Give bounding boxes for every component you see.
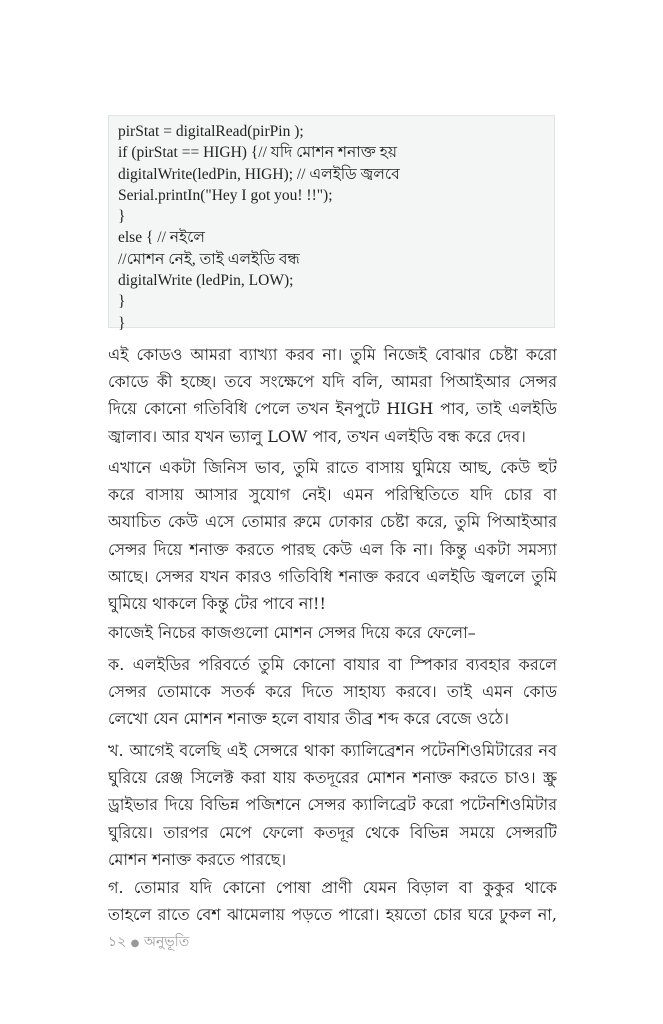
bullet-separator: ●	[130, 938, 140, 949]
text-line: সেন্সর তোমাকে সতর্ক করে দিতে সাহায্য করবে। তাই এমন কোড	[108, 682, 557, 702]
text-line: মোশন শনাক্ত করতে পারছে।	[108, 849, 287, 869]
code-line: }	[118, 293, 126, 311]
text-line: অযাচিত কেউ এসে তোমার রুমে ঢোকার চেষ্টা করে, তুমি পিআইআর	[108, 512, 557, 532]
code-line: pirStat = digitalRead(pirPin );	[118, 123, 304, 140]
text-line: জ্বালাব। আর যখন ভ্যালু LOW পাব, তখন এলইডি বন্ধ করে দেব।	[108, 426, 526, 446]
text-line: এই কোডও আমরা ব্যাখ্যা করব না। তুমি নিজেই বোঝার চেষ্টা করো	[108, 345, 557, 364]
code-line: digitalWrite (ledPin, LOW);	[118, 272, 294, 290]
task-item-kha	[108, 737, 557, 873]
book-title: অনুভূতি	[143, 934, 190, 950]
paragraph-scenario	[108, 454, 557, 617]
text-line: ঘুরিয়ে রেঞ্জ সিলেক্ট করা যায় কতদূরের মোশন শনাক্ত করতে চাও। স্ক্রু	[108, 768, 557, 788]
text-line: কাজেই নিচের কাজগুলো মোশন সেন্সর দিয়ে করে ফেলো–	[108, 623, 476, 642]
text-line: এখানে একটা জিনিস ভাব, তুমি রাতে বাসায় ঘুমিয়ে আছ, কেউ হুট	[108, 458, 557, 477]
text-line: ক. এলইডির পরিবর্তে তুমি কোনো বাযার বা স্পিকার ব্যবহার করলে	[108, 655, 557, 674]
text-line: খ. আগেই বলেছি এই সেন্সরে থাকা ক্যালিব্রেশন পটেনশিওমিটারের নব	[108, 741, 557, 760]
code-line: //মোশন নেই, তাই এলইডি বন্ধ	[118, 250, 300, 268]
text-line: তাহলে রাতে বেশ ঝামেলায় পড়তে পারো। হয়তো চোর ঘরে ঢুকল না,	[108, 905, 557, 925]
text-line: কোডে কী হচ্ছে। তবে সংক্ষেপে যদি বলি, আমরা পিআইআর সেন্সর	[108, 372, 557, 392]
text-line: লেখো যেন মোশন শনাক্ত হলে বাযার তীব্র শব্দ করে বেজে ওঠে।	[108, 709, 510, 729]
code-line: }	[118, 208, 126, 226]
code-line: digitalWrite(ledPin, HIGH); // এলইডি জ্বলবে	[118, 165, 400, 183]
text-line: দিয়ে কোনো গতিবিধি পেলে তখন ইনপুটে HIGH পাব, তাই এলইডি	[108, 399, 557, 419]
code-line: }	[118, 314, 126, 332]
task-item-ga	[108, 874, 557, 928]
code-line: Serial.printIn("Hey I got you! !!");	[118, 186, 333, 204]
text-line: ঘুমিয়ে থাকলে কিন্তু টের পাবে না!!	[108, 593, 326, 613]
code-block	[108, 115, 555, 332]
page-number: ১২	[108, 934, 127, 950]
text-line: গ. তোমার যদি কোনো পোষা প্রাণী যেমন বিড়াল বা কুকুর থাকে	[108, 878, 557, 897]
page-footer	[108, 930, 189, 954]
text-line: আছে। সেন্সর যখন কারও গতিবিধি শনাক্ত করবে এলইডি জ্বললে তুমি	[108, 566, 557, 586]
paragraph-tasks-intro	[108, 619, 557, 646]
text-line: করে বাসায় আসার সুযোগ নেই। এমন পরিস্থিতিতে যদি চোর বা	[108, 485, 557, 505]
text-line: সেন্সর দিয়ে শনাক্ত করতে পারছ কেউ এল কি না। কিন্তু একটা সমস্যা	[108, 539, 557, 559]
text-line: ঘুরিয়ে। তারপর মেপে ফেলো কতদূর থেকে বিভিন্ন সময়ে সেন্সরটি	[108, 822, 557, 842]
code-line: if (pirStat == HIGH) {// যদি মোশন শনাক্ত হয়	[118, 144, 397, 162]
paragraph-code-explanation	[108, 341, 557, 450]
code-line: else { // নইলে	[118, 229, 205, 247]
text-line: ড্রাইভার দিয়ে বিভিন্ন পজিশনে সেন্সর ক্যালিব্রেট করো পটেনশিওমিটার	[108, 795, 557, 815]
task-item-ka	[108, 651, 557, 733]
